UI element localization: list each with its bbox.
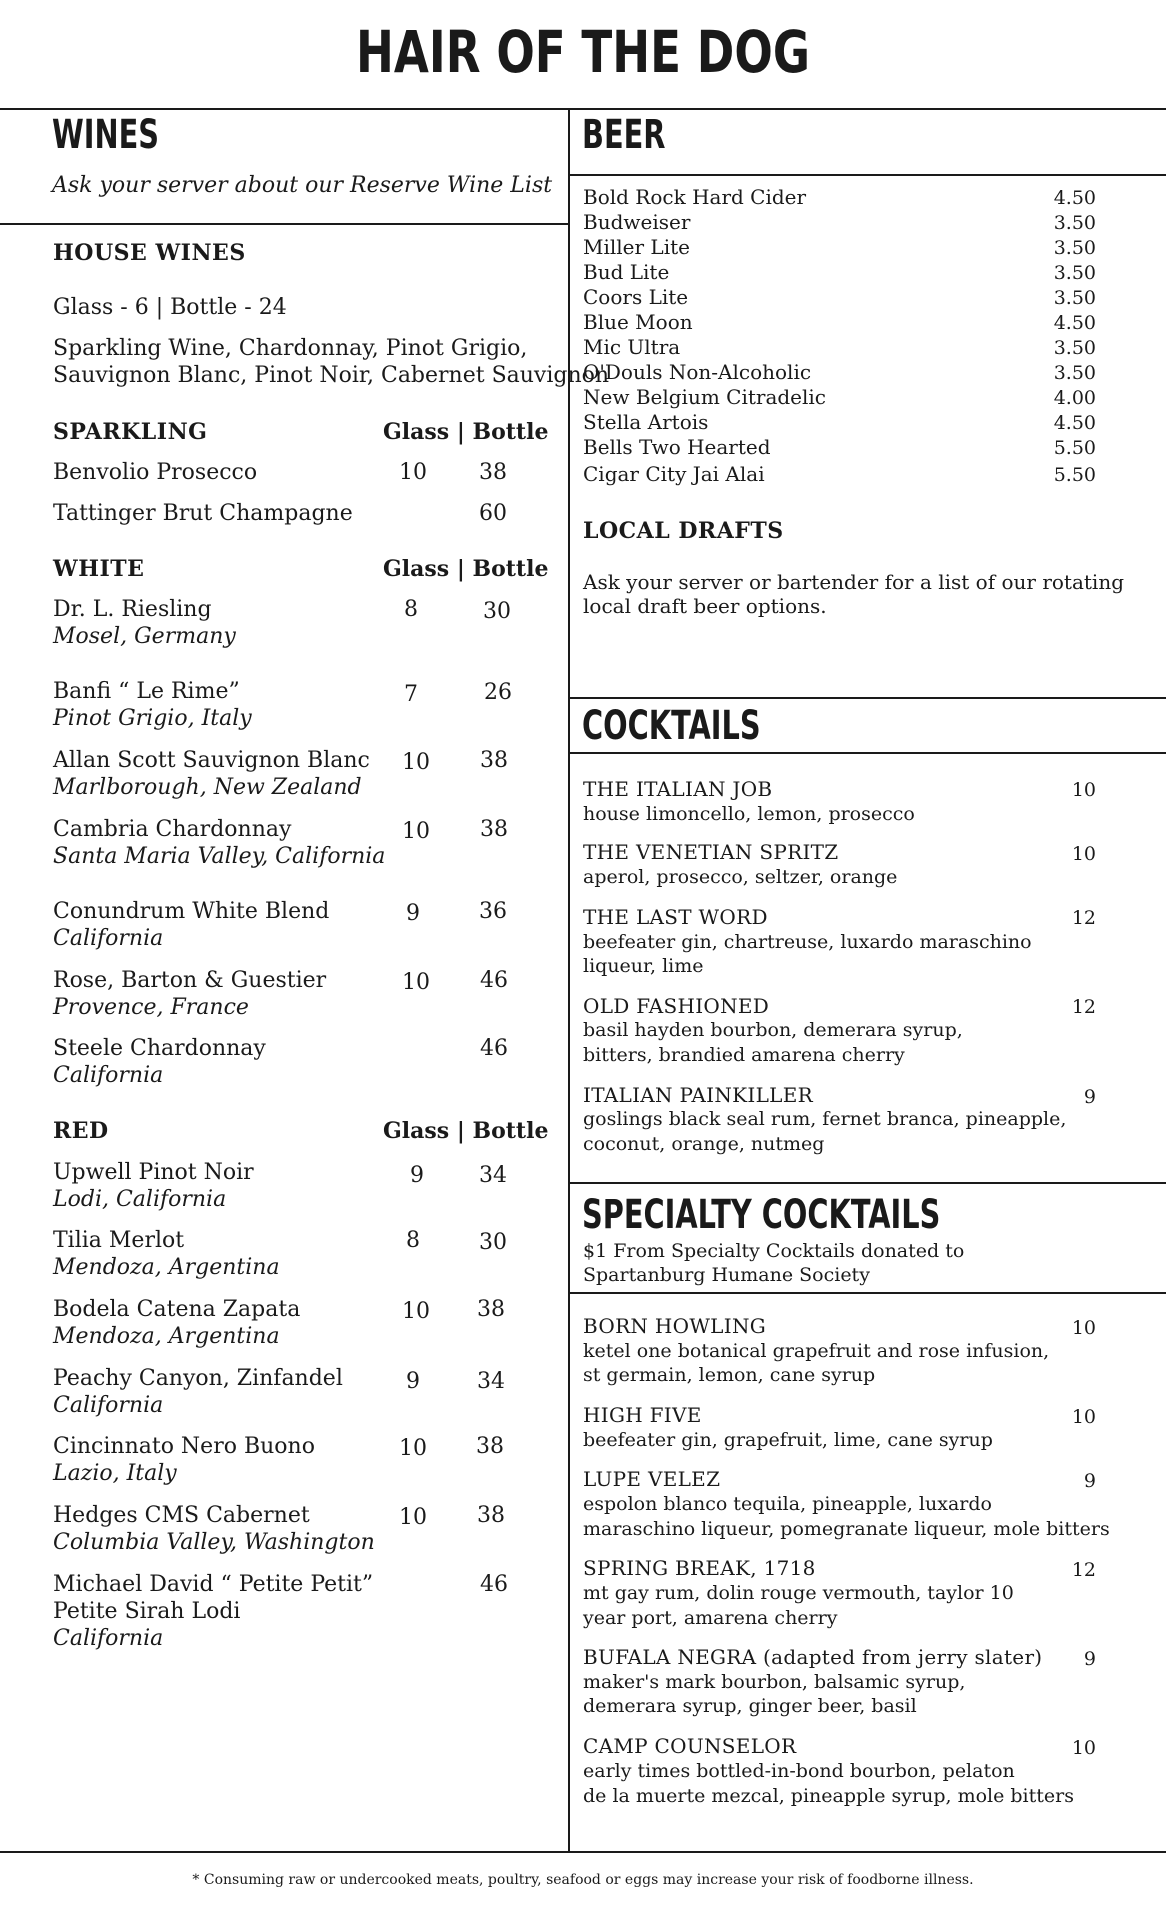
sparkling-column-header: Glass | Bottle <box>383 419 549 445</box>
cocktail-name: OLD FASHIONED <box>583 994 770 1018</box>
wine-name: Dr. L. Riesling <box>53 597 212 622</box>
beer-price: 3.50 <box>1053 362 1096 384</box>
cocktail-price: 10 <box>1071 843 1096 865</box>
wine-name: Allan Scott Sauvignon Blanc <box>53 748 370 773</box>
wine-bottle-price: 38 <box>480 748 508 773</box>
wine-origin: Mosel, Germany <box>53 624 236 649</box>
cocktail-price: 9 <box>1083 1470 1096 1492</box>
wine-glass-price: 10 <box>402 750 430 775</box>
wine-glass-price: 10 <box>402 970 430 995</box>
cocktail-description: ketel one botanical grapefruit and rose infusion, <box>583 1340 1050 1362</box>
cocktail-price: 9 <box>1083 1086 1096 1108</box>
wine-origin: Lodi, California <box>53 1187 227 1212</box>
wines-heading: WINES <box>52 112 160 158</box>
cocktail-description: beefeater gin, grapefruit, lime, cane syrup <box>583 1429 993 1451</box>
cocktails-heading: COCKTAILS <box>582 703 761 749</box>
cocktail-name: THE ITALIAN JOB <box>583 777 773 801</box>
wine-name: Cincinnato Nero Buono <box>53 1434 315 1459</box>
beer-name: Miller Lite <box>583 235 690 259</box>
cocktail-name: BUFALA NEGRA (adapted from jerry slater) <box>583 1645 1043 1669</box>
wine-name: Steele Chardonnay <box>53 1036 266 1061</box>
house-wines-heading: HOUSE WINES <box>53 240 246 266</box>
cocktail-name: THE VENETIAN SPRITZ <box>583 840 839 864</box>
wine-name: Upwell Pinot Noir <box>53 1160 254 1185</box>
wine-name: Conundrum White Blend <box>53 899 330 924</box>
wine-name: Rose, Barton & Guestier <box>53 968 327 993</box>
cocktail-description: maker's mark bourbon, balsamic syrup, <box>583 1671 966 1693</box>
cocktail-description: aperol, prosecco, seltzer, orange <box>583 866 898 888</box>
cocktail-price: 10 <box>1071 779 1096 801</box>
cocktail-price: 10 <box>1071 1406 1096 1428</box>
wine-name: Hedges CMS Cabernet <box>53 1503 310 1528</box>
wine-origin: Mendoza, Argentina <box>53 1255 280 1280</box>
specialty-donation-note: Spartanburg Humane Society <box>583 1264 870 1286</box>
wine-origin: Lazio, Italy <box>53 1461 177 1486</box>
wine-bottle-price: 30 <box>483 599 511 624</box>
cocktail-description: basil hayden bourbon, demerara syrup, <box>583 1019 963 1041</box>
beer-name: Cigar City Jai Alai <box>583 462 765 486</box>
cocktail-name: BORN HOWLING <box>583 1314 767 1338</box>
cocktail-name: ITALIAN PAINKILLER <box>583 1083 813 1107</box>
cocktail-description: coconut, orange, nutmeg <box>583 1133 825 1155</box>
beer-name: New Belgium Citradelic <box>583 385 826 409</box>
white-heading: WHITE <box>53 556 145 582</box>
wine-origin: Marlborough, New Zealand <box>53 775 362 800</box>
cocktail-description: espolon blanco tequila, pineapple, luxardo <box>583 1493 992 1515</box>
wine-glass-price: 8 <box>404 597 418 622</box>
wine-bottle-price: 36 <box>479 899 507 924</box>
cocktail-price: 10 <box>1071 1737 1096 1759</box>
wine-name: Bodela Catena Zapata <box>53 1297 301 1322</box>
cocktail-price: 12 <box>1071 907 1096 929</box>
house-wines-list-2: Sauvignon Blanc, Pinot Noir, Cabernet Sauvignon <box>53 363 610 388</box>
beer-price: 5.50 <box>1053 464 1096 486</box>
beer-name: Bud Lite <box>583 260 670 284</box>
wine-glass-price: 9 <box>410 1163 424 1188</box>
beer-price: 3.50 <box>1053 212 1096 234</box>
beer-price: 4.50 <box>1053 187 1096 209</box>
cocktail-price: 9 <box>1083 1648 1096 1670</box>
cocktail-name: SPRING BREAK, 1718 <box>583 1556 816 1580</box>
wine-bottle-price: 38 <box>477 1297 505 1322</box>
cocktail-name: CAMP COUNSELOR <box>583 1734 797 1758</box>
wine-name-line2: Petite Sirah Lodi <box>53 1599 241 1624</box>
white-column-header: Glass | Bottle <box>383 556 549 582</box>
local-drafts-heading: LOCAL DRAFTS <box>583 518 784 544</box>
wine-origin: Santa Maria Valley, California <box>53 844 386 869</box>
wine-bottle-price: 34 <box>477 1369 505 1394</box>
wine-name: Tilia Merlot <box>53 1228 185 1253</box>
beer-price: 3.50 <box>1053 237 1096 259</box>
wine-name: Benvolio Prosecco <box>53 460 258 485</box>
wine-name: Cambria Chardonnay <box>53 817 292 842</box>
beer-name: Stella Artois <box>583 410 709 434</box>
specialty-cocktails-heading: SPECIALTY COCKTAILS <box>582 1192 941 1238</box>
cocktail-description: house limoncello, lemon, prosecco <box>583 803 915 825</box>
divider-cocktails-header <box>569 752 1166 754</box>
wine-bottle-price: 30 <box>479 1230 507 1255</box>
wine-origin: California <box>53 926 164 951</box>
cocktail-description: goslings black seal rum, fernet branca, pineapple, <box>583 1108 1067 1130</box>
wine-glass-price: 9 <box>406 1369 420 1394</box>
page-title: HAIR OF THE DOG <box>356 18 810 86</box>
specialty-donation-note: $1 From Specialty Cocktails donated to <box>583 1240 965 1262</box>
cocktail-description: mt gay rum, dolin rouge vermouth, taylor 10 <box>583 1582 1014 1604</box>
divider-specialty-header <box>569 1292 1166 1294</box>
wine-origin: California <box>53 1393 164 1418</box>
cocktail-description: early times bottled-in-bond bourbon, pelaton <box>583 1760 1015 1782</box>
cocktail-description: de la muerte mezcal, pineapple syrup, mole bitters <box>583 1785 1074 1807</box>
divider-cocktails-top <box>569 697 1166 699</box>
wine-name: Banfi “ Le Rime” <box>53 679 240 704</box>
beer-name: Blue Moon <box>583 310 693 334</box>
cocktail-description: year port, amarena cherry <box>583 1607 838 1629</box>
cocktail-name: HIGH FIVE <box>583 1403 702 1427</box>
sparkling-heading: SPARKLING <box>53 419 208 445</box>
wine-glass-price: 10 <box>399 460 427 485</box>
beer-price: 4.50 <box>1053 312 1096 334</box>
wine-origin: Pinot Grigio, Italy <box>53 706 252 731</box>
cocktail-description: beefeater gin, chartreuse, luxardo maraschino <box>583 931 1032 953</box>
wine-name: Tattinger Brut Champagne <box>53 501 353 526</box>
house-wines-list-1: Sparkling Wine, Chardonnay, Pinot Grigio, <box>53 336 528 361</box>
wine-bottle-price: 38 <box>480 817 508 842</box>
beer-price: 3.50 <box>1053 262 1096 284</box>
wine-glass-price: 10 <box>399 1505 427 1530</box>
reserve-wine-note: Ask your server about our Reserve Wine List <box>52 173 553 198</box>
beer-price: 5.50 <box>1053 437 1096 459</box>
beer-name: Bells Two Hearted <box>583 435 771 459</box>
cocktail-price: 12 <box>1071 996 1096 1018</box>
wine-glass-price: 8 <box>406 1228 420 1253</box>
divider-top <box>0 108 1166 110</box>
wine-bottle-price: 46 <box>480 1036 508 1061</box>
wine-name: Peachy Canyon, Zinfandel <box>53 1366 343 1391</box>
wine-origin: California <box>53 1063 164 1088</box>
local-drafts-note: local draft beer options. <box>583 594 827 618</box>
wine-origin: Columbia Valley, Washington <box>53 1530 375 1555</box>
house-wines-pricing: Glass - 6 | Bottle - 24 <box>53 295 287 320</box>
wine-bottle-price: 26 <box>484 680 512 705</box>
cocktail-description: demerara syrup, ginger beer, basil <box>583 1695 917 1717</box>
cocktail-description: liqueur, lime <box>583 955 704 977</box>
wine-glass-price: 10 <box>402 1299 430 1324</box>
local-drafts-note: Ask your server or bartender for a list of our rotating <box>583 570 1125 594</box>
beer-name: O'Douls Non-Alcoholic <box>583 360 812 384</box>
divider-wines-header <box>0 223 569 225</box>
cocktail-description: st germain, lemon, cane syrup <box>583 1364 876 1386</box>
wine-origin: Mendoza, Argentina <box>53 1324 280 1349</box>
wine-origin: Provence, France <box>53 995 249 1020</box>
red-column-header: Glass | Bottle <box>383 1118 549 1144</box>
divider-specialty-top <box>569 1182 1166 1184</box>
wine-bottle-price: 34 <box>479 1163 507 1188</box>
wine-bottle-price: 38 <box>477 1503 505 1528</box>
wine-glass-price: 9 <box>406 901 420 926</box>
cocktail-name: THE LAST WORD <box>583 905 768 929</box>
wine-name: Michael David “ Petite Petit” <box>53 1572 374 1597</box>
beer-heading: BEER <box>582 112 666 158</box>
beer-name: Bold Rock Hard Cider <box>583 185 807 209</box>
wine-bottle-price: 46 <box>480 1572 508 1597</box>
beer-name: Mic Ultra <box>583 335 681 359</box>
cocktail-name: LUPE VELEZ <box>583 1467 721 1491</box>
food-safety-disclaimer: * Consuming raw or undercooked meats, poultry, seafood or eggs may increase your risk of foodborne illness. <box>192 1872 974 1888</box>
wine-bottle-price: 60 <box>479 501 507 526</box>
wine-bottle-price: 38 <box>476 1434 504 1459</box>
cocktail-price: 12 <box>1071 1559 1096 1581</box>
beer-name: Coors Lite <box>583 285 689 309</box>
wine-origin: California <box>53 1626 164 1651</box>
wine-bottle-price: 38 <box>479 460 507 485</box>
beer-price: 4.50 <box>1053 412 1096 434</box>
cocktail-description: bitters, brandied amarena cherry <box>583 1044 905 1066</box>
wine-bottle-price: 46 <box>480 968 508 993</box>
red-heading: RED <box>53 1118 109 1144</box>
wine-glass-price: 10 <box>399 1436 427 1461</box>
beer-price: 3.50 <box>1053 337 1096 359</box>
beer-price: 3.50 <box>1053 287 1096 309</box>
divider-bottom <box>0 1851 1166 1853</box>
wine-glass-price: 10 <box>402 819 430 844</box>
cocktail-description: maraschino liqueur, pomegranate liqueur, mole bitters <box>583 1518 1110 1540</box>
beer-price: 4.00 <box>1053 387 1096 409</box>
beer-name: Budweiser <box>583 210 691 234</box>
wine-glass-price: 7 <box>404 682 418 707</box>
cocktail-price: 10 <box>1071 1317 1096 1339</box>
divider-beer-header <box>569 174 1166 176</box>
